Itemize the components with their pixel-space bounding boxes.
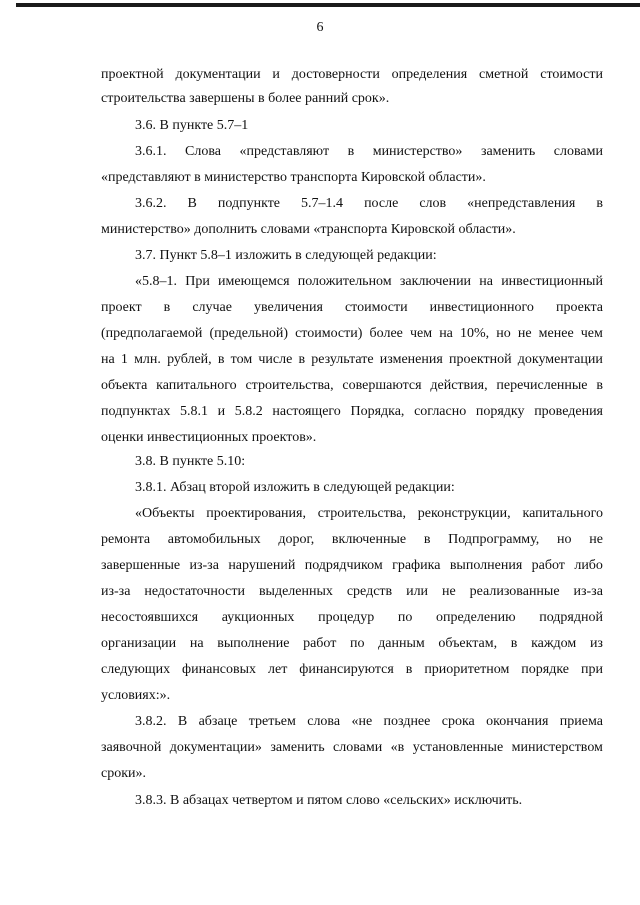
text-line: 3.7. Пункт 5.8–1 изложить в следующей редакции:: [135, 248, 437, 263]
text-line: несостоявшихся аукционных процедур по определению подрядной: [101, 610, 603, 625]
text-line: 3.6.1. Слова «представляют в министерство» заменить словами: [135, 144, 603, 159]
text-line: 3.6.2. В подпункте 5.7–1.4 после слов «непредставления в: [135, 196, 603, 211]
text-line: проект в случае увеличения стоимости инвестиционного проекта: [101, 300, 603, 315]
text-line: (предполагаемой (предельной) стоимости) более чем на 10%, но не менее чем: [101, 326, 603, 341]
text-line: из-за недостаточности выделенных средств или не реализованные из-за: [101, 584, 603, 599]
text-line: 3.8.2. В абзаце третьем слова «не позднее срока окончания приема: [135, 714, 603, 729]
text-line: ремонта автомобильных дорог, включенные в Подпрограмму, но не: [101, 532, 603, 547]
text-line: сроки».: [101, 766, 147, 781]
text-line: условиях:».: [101, 688, 171, 703]
text-line: «представляют в министерство транспорта Кировской области».: [101, 170, 486, 185]
text-line: строительства завершены в более ранний срок».: [101, 91, 390, 106]
text-line: «5.8–1. При имеющемся положительном заключении на инвестиционный: [135, 274, 603, 289]
text-line: 3.6. В пункте 5.7–1: [135, 118, 249, 133]
page-number: 6: [316, 20, 324, 35]
text-line: заявочной документации» заменить словами «в установленные министерством: [101, 740, 603, 755]
text-line: объекта капитального строительства, совершаются действия, перечисленные в: [101, 378, 603, 393]
text-line: 3.8. В пункте 5.10:: [135, 454, 246, 469]
text-line: 3.8.3. В абзацах четвертом и пятом слово «сельских» исключить.: [135, 793, 523, 808]
text-line: министерство» дополнить словами «транспорта Кировской области».: [101, 222, 516, 237]
text-line: 3.8.1. Абзац второй изложить в следующей редакции:: [135, 480, 455, 495]
text-line: следующих финансовых лет финансируются в приоритетном порядке при: [101, 662, 603, 677]
text-line: оценки инвестиционных проектов».: [101, 430, 317, 445]
text-line: завершенные из-за нарушений подрядчиком графика выполнения работ либо: [101, 558, 603, 573]
text-line: подпунктах 5.8.1 и 5.8.2 настоящего Порядка, согласно порядку проведения: [101, 404, 603, 419]
text-line: «Объекты проектирования, строительства, реконструкции, капитального: [135, 506, 603, 521]
top-border-line: [16, 3, 640, 7]
text-line: на 1 млн. рублей, в том числе в результате изменения проектной документации: [101, 352, 603, 367]
text-line: проектной документации и достоверности определения сметной стоимости: [101, 67, 603, 82]
text-line: организации на выполнение работ по данным объектам, в каждом из: [101, 636, 603, 651]
